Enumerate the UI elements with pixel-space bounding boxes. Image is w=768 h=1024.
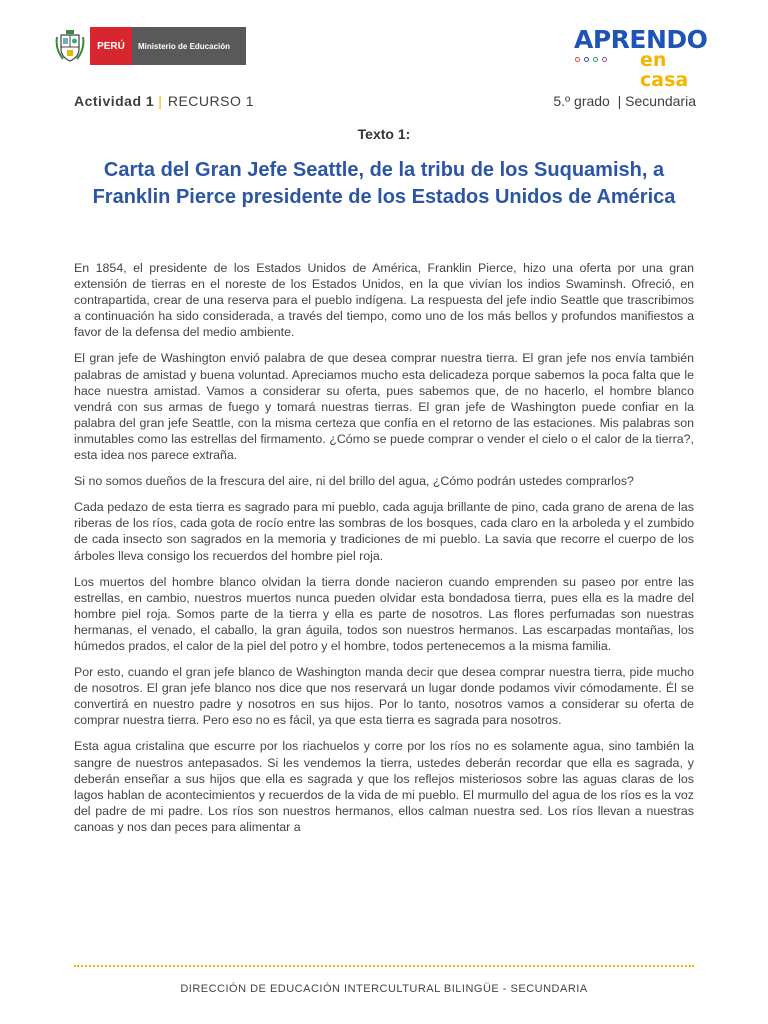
page-header bbox=[0, 24, 768, 91]
meta-separator: | bbox=[158, 93, 162, 109]
level-label: | Secundaria bbox=[617, 93, 696, 109]
section-label: Texto 1: bbox=[357, 126, 411, 142]
ministry-label-text: Ministerio de Educación bbox=[138, 41, 231, 51]
paragraph: Si no somos dueños de la frescura del aire, ni del brillo del agua, ¿Cómo podrán ustedes comprarlos? bbox=[74, 474, 634, 489]
paragraph: Cada pedazo de esta tierra es sagrado para mi pueblo, cada aguja brillante de pino, cada grano de arena de las riberas de los ríos, cada gota de rocío entre las sombras de los bosques, cada claro en la arboleda y el zumbido de cada insecto son sagrados en la memoria y tradiciones de mi pueblo. La savia que recorre el cuerpo de los árboles lleva consigo los recuerdos del hombre piel roja. bbox=[74, 500, 694, 563]
grade-label: 5.º grado bbox=[553, 93, 610, 109]
aprendo-en-casa-logo bbox=[574, 25, 716, 91]
footer-divider bbox=[74, 965, 694, 967]
paragraph: En 1854, el presidente de los Estados Unidos de América, Franklin Pierce, hizo una oferta por una gran extensión de tierras en el noreste de los Estados Unidos, en la que vivían los indios Swaminsh. Ofreció, en contrapartida, crear de una reserva para el pueblo indígena. La respuesta del jefe indio Seattle que trascribimos a continuación ha sido considerada, a través del tiempo, como uno de los más bellos y profundos manifiestos a favor de la defensa del medio ambiente. bbox=[74, 261, 694, 340]
page-footer: DIRECCIÓN DE EDUCACIÓN INTERCULTURAL BILINGÜE - SECUNDARIA bbox=[180, 983, 588, 995]
activity-label: Actividad 1 bbox=[74, 93, 155, 109]
resource-label: RECURSO 1 bbox=[167, 93, 255, 109]
document-title: Carta del Gran Jefe Seattle, de la tribu de los Suquamish, a Franklin Pierce presidente de los Estados Unidos de América bbox=[92, 159, 676, 208]
paragraph: Los muertos del hombre blanco olvidan la tierra donde nacieron cuando emprenden su paseo por entre las estrellas, en cambio, nuestros muertos nunca pueden olvidar esta bondadosa tierra, pues ella es la madre del hombre piel roja. Somos parte de la tierra y ella es parte de nosotros. Las flores perfumadas son nuestras hermanas, el venado, el caballo, la gran águila, todos son nuestros hermanos. Las escarpadas montañas, los húmedos prados, el calor de la piel del potro y el hombre, todos pertenecemos a la misma familia. bbox=[74, 574, 694, 653]
brand-dots-icon bbox=[575, 57, 607, 62]
paragraph: El gran jefe de Washington envió palabra de que desea comprar nuestra tierra. El gran jefe nos envía también palabras de amistad y buena voluntad. Apreciamos mucho esta delicadeza porque sabemos la poca falta que le hace nuestra amistad. Vamos a considerar su oferta, pues sabemos que, de no hacerlo, el hombre blanco vendrá con sus armas de fuego y tomará nuestras tierras. El gran jefe de Washington puede confiar en la palabra del gran jefe Seattle, con la misma certeza que confía en el retorno de las estaciones. Mis palabras son inmutables como las estrellas del firmamento. ¿Cómo se puede comprar o vender el cielo o el calor de la tierra?, esta idea nos parece extraña. bbox=[74, 351, 694, 463]
document-body bbox=[74, 260, 694, 845]
brand-top-text: APRENDO bbox=[574, 25, 708, 54]
paragraph: Por esto, cuando el gran jefe blanco de Washington manda decir que desea comprar nuestra tierra, pide mucho de nosotros. El gran jefe blanco nos dice que nos reservará un lugar donde podamos vivir cómodamente. Él se convertirá en nuestro padre y nosotros en sus hijos. Por lo tanto, nosotros vamos a considerar su oferta de comprar nuestra tierra. Pero eso no es fácil, ya que esta tierra es sagrada para nosotros. bbox=[74, 665, 694, 728]
paragraph: Esta agua cristalina que escurre por los riachuelos y corre por los ríos no es solamente agua, sino también la sangre de nuestros antepasados. Si les vendemos la tierra, ustedes deberán recordar que ella es sagrada, y deberán enseñar a sus hijos que ella es sagrada y que los reflejos misteriosos sobre las aguas claras de los lagos hablan de acontecimientos y recuerdos de la vida de mi pueblo. El murmullo del agua de los ríos es la voz del padre de mi padre. Los ríos son nuestros hermanos, ellos calman nuestra sed. Los ríos llevan a nuestras canoas y nos dan peces para alimentar a bbox=[74, 739, 694, 834]
coat-of-arms-icon bbox=[52, 27, 88, 65]
brand-bottom-text: en casa bbox=[640, 49, 689, 91]
ministry-label bbox=[132, 27, 246, 65]
peru-label: PERÚ bbox=[90, 27, 132, 65]
ministry-logo bbox=[52, 27, 246, 65]
